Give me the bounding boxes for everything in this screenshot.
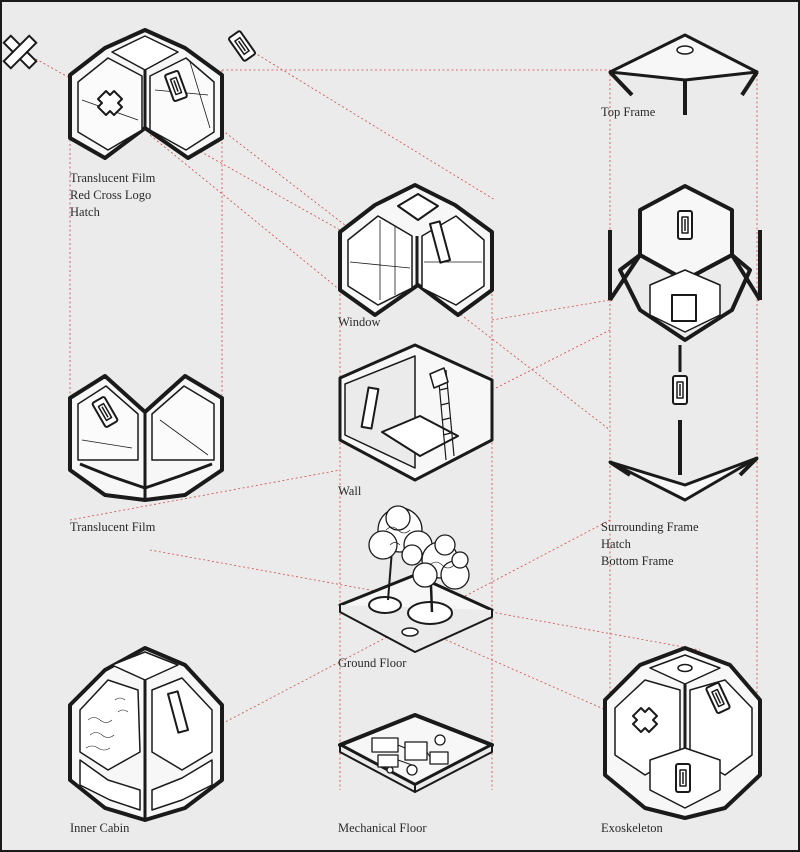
exploded-hatch-icon <box>228 31 256 62</box>
exploded-cross-logo-icon <box>0 27 45 78</box>
label-top-frame: Top Frame <box>601 105 656 119</box>
label-line: Red Cross Logo <box>70 188 152 202</box>
window-drawing <box>340 185 492 315</box>
top-frame-drawing <box>610 35 757 115</box>
bottom-frame-drawing <box>610 420 757 500</box>
inner-cabin-drawing <box>70 648 222 820</box>
label-line: Bottom Frame <box>601 554 674 568</box>
translucent-film-top-drawing <box>70 30 222 158</box>
label-mechanical-floor: Mechanical Floor <box>338 821 427 835</box>
wall-drawing <box>340 345 492 480</box>
label-window: Window <box>338 315 381 329</box>
label-line: Hatch <box>601 537 631 551</box>
label-translucent-film: Translucent Film <box>70 520 156 534</box>
label-line: Translucent Film <box>70 171 156 185</box>
label-translucent-film-logo-hatch <box>70 170 155 221</box>
label-ground-floor: Ground Floor <box>338 656 407 670</box>
ground-floor-drawing <box>340 506 492 652</box>
translucent-film-bottom-drawing <box>70 376 222 500</box>
surrounding-frame-drawing <box>610 186 760 404</box>
mechanical-floor-drawing <box>340 715 492 792</box>
label-frame-group <box>601 519 699 570</box>
label-inner-cabin: Inner Cabin <box>70 821 130 835</box>
label-wall: Wall <box>338 484 362 498</box>
label-line: Hatch <box>70 205 100 219</box>
exoskeleton-drawing <box>605 648 760 818</box>
label-line: Surrounding Frame <box>601 520 699 534</box>
label-exoskeleton: Exoskeleton <box>601 821 663 835</box>
